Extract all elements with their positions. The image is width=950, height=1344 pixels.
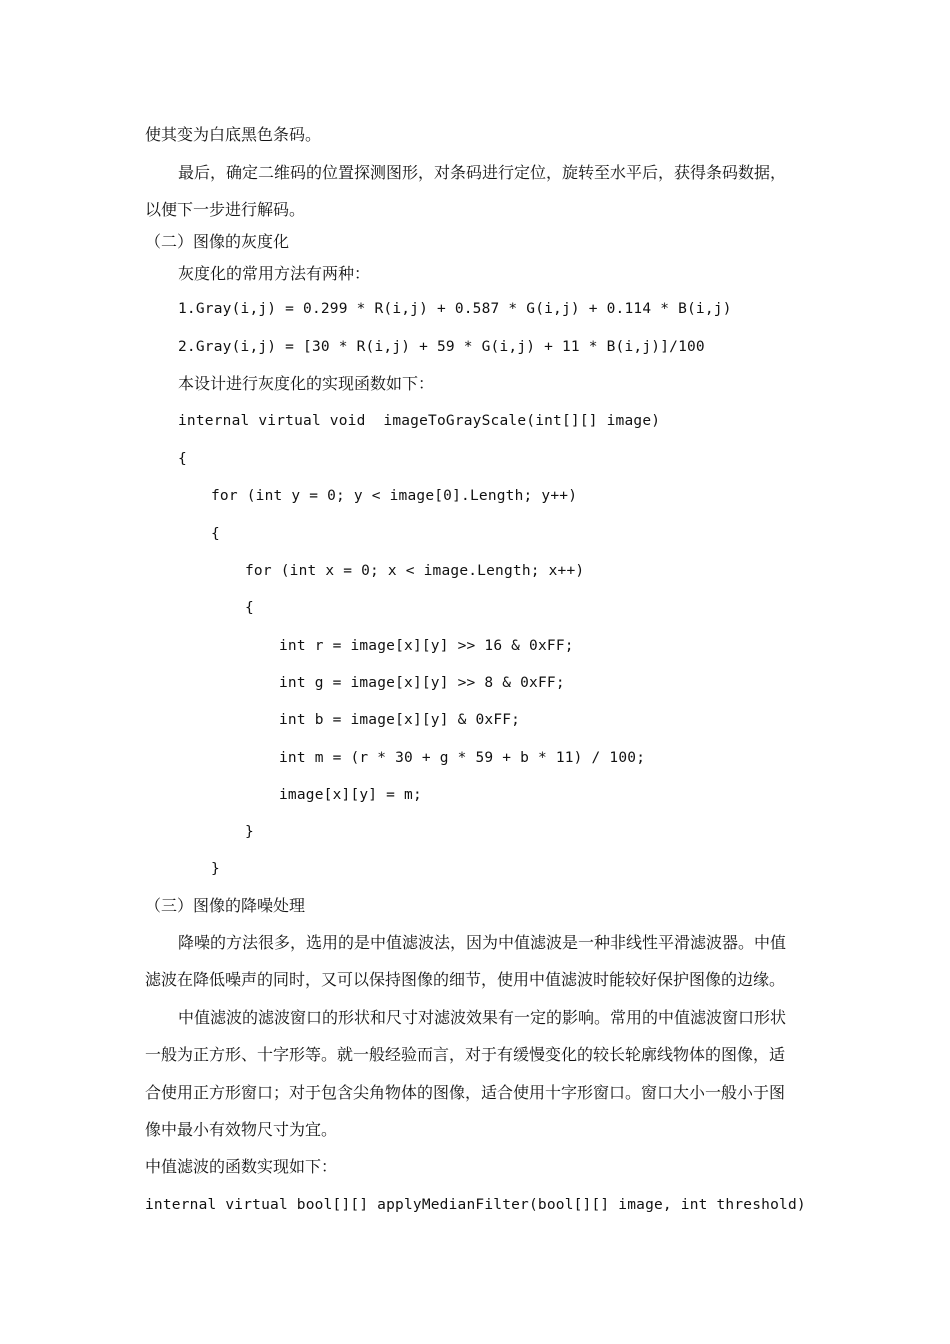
code-line: for (int x = 0; x < image.Length; x++) xyxy=(245,563,585,579)
code-line: for (int y = 0; y < image[0].Length; y++) xyxy=(211,488,578,504)
paragraph-line: 滤波在降低噪声的同时，又可以保持图像的细节，使用中值滤波时能较好保护图像的边缘。 xyxy=(145,970,786,989)
paragraph-line: 灰度化的常用方法有两种： xyxy=(178,264,371,283)
code-line: int b = image[x][y] & 0xFF; xyxy=(279,712,521,728)
paragraph-line: 以便下一步进行解码。 xyxy=(145,200,306,219)
paragraph-line: 像中最小有效物尺寸为宜。 xyxy=(145,1120,338,1139)
code-line: { xyxy=(245,600,254,616)
formula-line: 2.Gray(i,j) = [30 * R(i,j) + 59 * G(i,j) + 11 * B(i,j)]/100 xyxy=(178,339,705,355)
paragraph-line: 降噪的方法很多，选用的是中值滤波法，因为中值滤波是一种非线性平滑滤波器。中值 xyxy=(178,933,787,952)
code-line: } xyxy=(245,824,254,840)
code-line: int r = image[x][y] >> 16 & 0xFF; xyxy=(279,638,574,654)
paragraph-line: 合使用正方形窗口；对于包含尖角物体的图像，适合使用十字形窗口。窗口大小一般小于图 xyxy=(145,1083,786,1102)
code-line: { xyxy=(178,451,187,467)
code-line: internal virtual void imageToGrayScale(int[][] image) xyxy=(178,413,661,429)
section-heading: （三）图像的降噪处理 xyxy=(145,896,306,915)
code-line: int g = image[x][y] >> 8 & 0xFF; xyxy=(279,675,565,691)
paragraph-tail: 使其变为白底黑色条码。 xyxy=(145,125,322,144)
code-line: { xyxy=(211,526,220,542)
section-heading: （二）图像的灰度化 xyxy=(145,232,290,251)
code-line: int m = (r * 30 + g * 59 + b * 11) / 100; xyxy=(279,750,646,766)
paragraph-line: 本设计进行灰度化的实现函数如下： xyxy=(178,374,435,393)
code-line: image[x][y] = m; xyxy=(279,787,422,803)
formula-line: 1.Gray(i,j) = 0.299 * R(i,j) + 0.587 * G(i,j) + 0.114 * B(i,j) xyxy=(178,301,732,317)
code-line: internal virtual bool[][] applyMedianFilter(bool[][] image, int threshold) xyxy=(145,1197,806,1213)
paragraph-line: 一般为正方形、十字形等。就一般经验而言，对于有缓慢变化的较长轮廓线物体的图像，适 xyxy=(145,1045,786,1064)
paragraph-line: 中值滤波的滤波窗口的形状和尺寸对滤波效果有一定的影响。常用的中值滤波窗口形状 xyxy=(178,1008,787,1027)
code-line: } xyxy=(211,861,220,877)
paragraph-line: 中值滤波的函数实现如下： xyxy=(145,1157,338,1176)
paragraph-line: 最后，确定二维码的位置探测图形，对条码进行定位，旋转至水平后，获得条码数据， xyxy=(178,163,787,182)
